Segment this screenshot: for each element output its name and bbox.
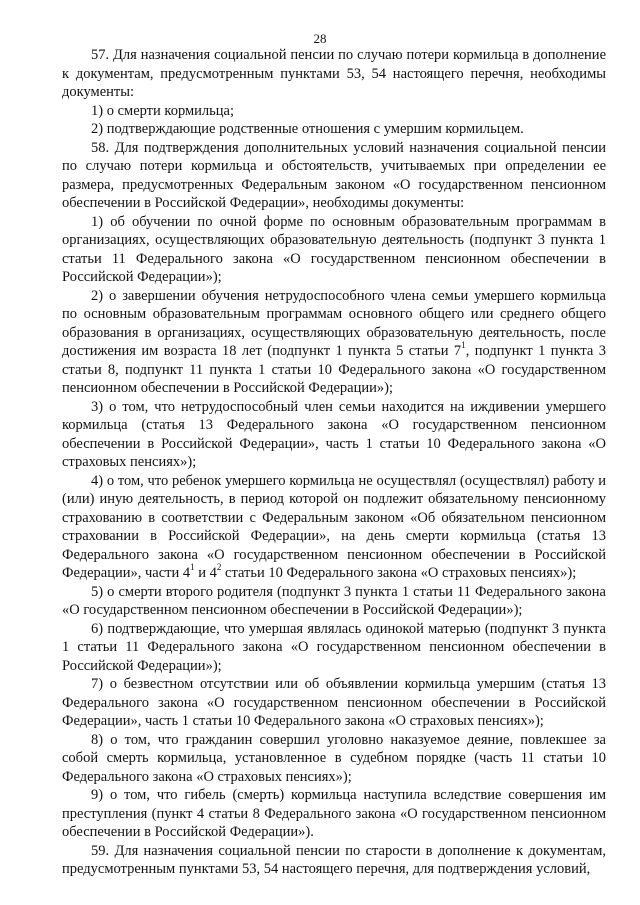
paragraph-59: 59. Для назначения социальной пенсии по старости в дополнение к документам, предусмотренным пунктами 53, 54 настоящего перечня, для подтверждения условий, xyxy=(62,842,606,877)
list-item-58-8: 8) о том, что гражданин совершил уголовно наказуемое деяние, повлекшее за собой смерть кормильца, установленное в судебном порядке (часть 11 статьи 10 Федерального закона «О страховых пенсиях»); xyxy=(62,731,606,785)
page-number: 28 xyxy=(313,31,327,46)
document-body xyxy=(62,46,606,879)
list-item-58-6: 6) подтверждающие, что умершая являлась одинокой матерью (подпункт 3 пункта 1 статьи 11 Федерального закона «О государственном пенсионном обеспечении в Российской Федерации»); xyxy=(62,620,606,674)
list-item-58-1: 1) об обучении по очной форме по основным образовательным программам в организациях, осуществляющих образовательную деятельность (подпункт 3 пункта 1 статьи 11 Федерального закона «О государственном пенсионном обеспечении в Российской Федерации»); xyxy=(62,213,606,285)
superscript: 1 xyxy=(461,340,466,351)
list-item-58-7: 7) о безвестном отсутствии или об объявлении кормильца умершим (статья 13 Федерального закона «О государственном пенсионном обеспечении в Российской Федерации», часть 1 статьи 10 Федерального закона «О страховых пенсиях»); xyxy=(62,676,606,729)
paragraph-58: 58. Для подтверждения дополнительных условий назначения социальной пенсии по случаю потери кормильца и обстоятельств, учитываемых при определении ее размера, предусмотренных Федеральным законом «О государственном пенсионном обеспечении в Российской Федерации», необходимы документы: xyxy=(62,139,606,211)
paragraph-57: 57. Для назначения социальной пенсии по случаю потери кормильца в дополнение к документам, предусмотренным пунктами 53, 54 настоящего перечня, необходимы документы: xyxy=(62,47,606,100)
list-item-58-3: 3) о том, что нетрудоспособный член семьи находится на иждивении умершего кормильца (статья 13 Федерального закона «О государственном пенсионном обеспечении в Российской Федерации», часть 1 статьи 10 Федерального закона «О страховых пенсиях»); xyxy=(62,398,606,470)
list-item-58-5: 5) о смерти второго родителя (подпункт 3 пункта 1 статьи 11 Федерального закона «О государственном пенсионном обеспечении в Российской Федерации»); xyxy=(62,583,606,618)
list-item-58-2-text-end: , подпункт 1 пункта 3 статьи 8, подпункт 11 пункта 1 статьи 10 Федерального закона «О государственном пенсионном обеспечении в Российской Федерации»); xyxy=(62,343,606,396)
list-item-58-4 xyxy=(62,472,606,583)
list-item-58-2 xyxy=(62,287,606,398)
list-item-57-2: 2) подтверждающие родственные отношения с умершим кормильцем. xyxy=(91,121,524,137)
list-item-57-1: 1) о смерти кормильца; xyxy=(91,102,235,119)
superscript: 1 xyxy=(190,562,195,573)
list-item-58-4-text-end: статьи 10 Федерального закона «О страховых пенсиях»); xyxy=(221,565,577,581)
superscript: 2 xyxy=(216,562,222,573)
list-item-58-9: 9) о том, что гибель (смерть) кормильца наступила вследствие совершения им преступления (пункт 4 статьи 8 Федерального закона «О государственном пенсионном обеспечении в Российской Федерации»). xyxy=(62,787,606,840)
list-item-58-4-text: 4) о том, что ребенок умершего кормильца не осуществлял (осуществлял) работу и (или) иную деятельность, в период которой он подлежит обязательному пенсионному страхованию в соответствии с Федеральным законом «Об обязательном пенсионном страховании в Российской Федерации», на день смерти кормильца (статья 13 Федерального закона «О государственном пенсионном обеспечении в Российской Федерации», части 4 xyxy=(62,472,606,581)
list-item-58-2-text: 2) о завершении обучения нетрудоспособного члена семьи умершего кормильца по основным образовательным программам основного общего или среднего общего образования в организациях, осуществляющих образовательную деятельность, после достижения им возраста 18 лет (подпункт 1 пункта 5 статьи 7 xyxy=(62,287,606,359)
list-item-58-4-text-mid: и 4 xyxy=(194,565,217,581)
